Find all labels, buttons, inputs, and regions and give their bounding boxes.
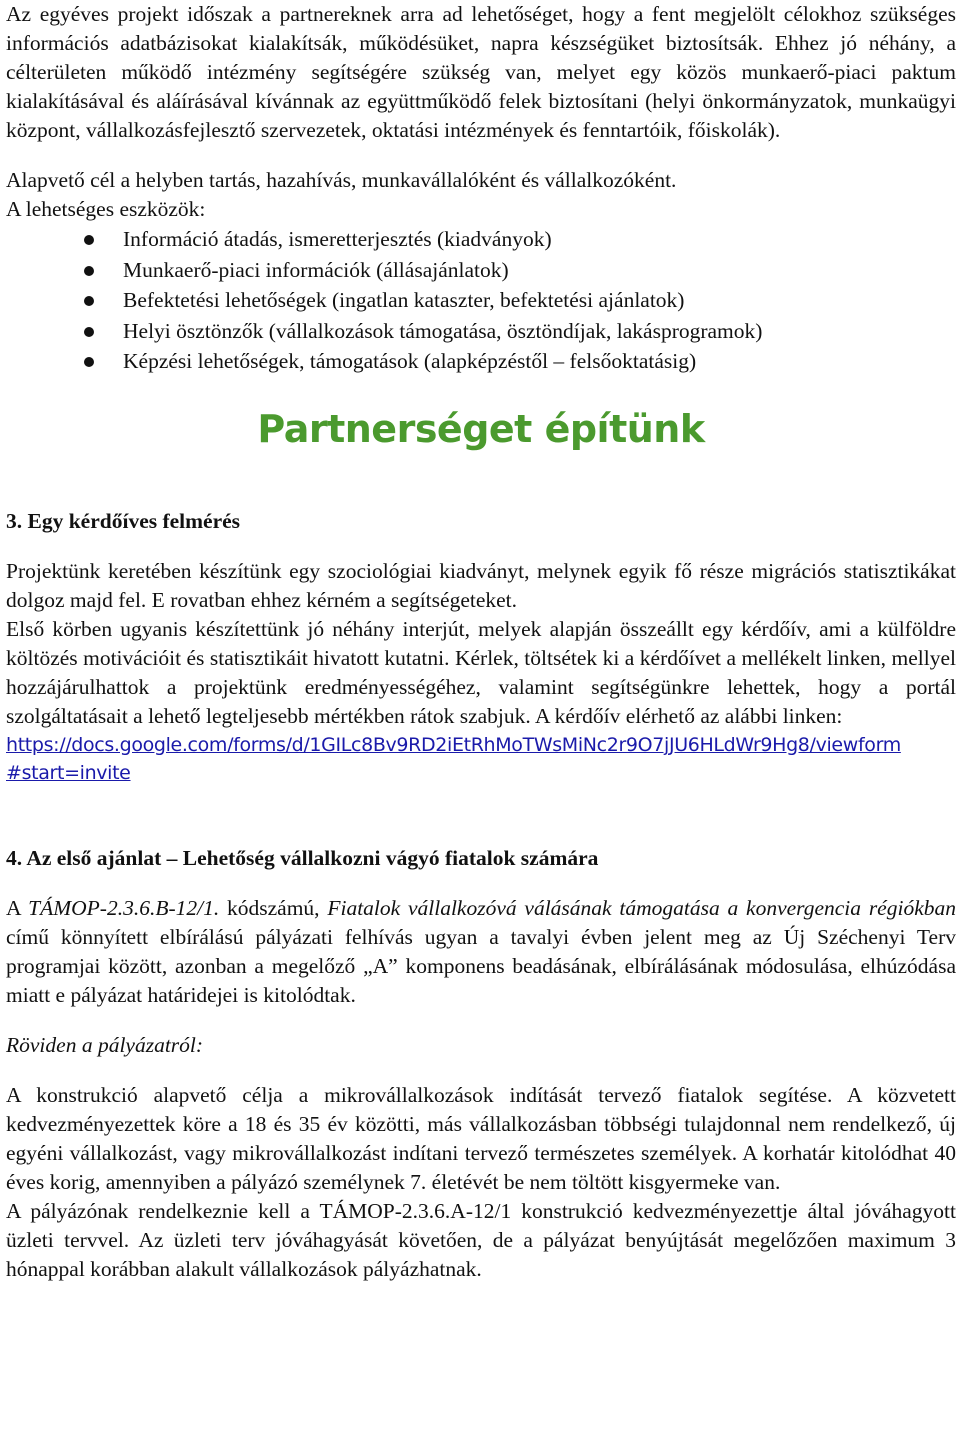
program-title: Fiatalok vállalkozóvá válásának támogatása a konvergencia régiókban [327,895,956,920]
bullet-icon [84,266,94,276]
survey-link[interactable] [6,731,956,787]
list-item: Képzési lehetőségek, támogatások (alapképzéstől – felsőoktatásig) [6,346,956,377]
document-page [6,0,956,1284]
bullet-icon [84,296,94,306]
list-item: Információ átadás, ismeretterjesztés (kiadványok) [6,224,956,255]
goal-sentence: Alapvető cél a helyben tartás, hazahívás, munkavállalóként és vállalkozóként. [6,168,677,192]
survey-link-line-2[interactable]: #start=invite [6,761,131,784]
bullet-icon [84,235,94,245]
tools-label: A lehetséges eszközök: [6,197,206,221]
section-4-subheading: Röviden a pályázatról: [6,1032,204,1057]
section-4-paragraph-3: A pályázónak rendelkeznie kell a TÁMOP-2.3.6.A-12/1 konstrukció kedvezményezettje által jóváhagyott üzleti tervvel. Az üzleti terv jóváhagyását követően, de a pályázat benyújtását megelőzően maximum 3 hónappal korábban alakult vállalkozások pályázhatnak. [6,1198,956,1281]
section-3-heading: 3. Egy kérdőíves felmérés [6,508,241,533]
survey-link-line-1[interactable]: https://docs.google.com/forms/d/1GILc8Bv9RD2iEtRhMoTWsMiNc2r9O7jJU6HLdWr9Hg8/viewform [6,733,901,756]
bullet-icon [84,357,94,367]
section-4-paragraph-2: A konstrukció alapvető célja a mikrovállalkozások indítását tervező fiatalok segítése. A közvetett kedvezményezettek köre a 18 és 35 év közötti, más vállalkozásban többségi tulajdonnal nem rendelkező, új egyéni vállalkozást, vagy mikrovállalkozást indítani tervező természetes személyek. A korhatár kitolódhat 40 éves korig, amennyiben a pályázó személynek 7. életévét be nem töltött kisgyermeke van. [6,1082,956,1194]
tools-list [6,224,956,377]
list-item: Munkaerő-piaci információk (állásajánlatok) [6,255,956,286]
section-4-paragraph-1: A TÁMOP-2.3.6.B-12/1. kódszámú, Fiatalok vállalkozóvá válásának támogatása a konvergencia régiókban című könnyített elbírálású pályázati felhívás ugyan a tavalyi évben jelent meg az Új Széchenyi Terv programjai között, azonban a megelőző „A” komponens beadásának, elbírálásának módosulása, elhúzódása miatt e pályázat határidejei is kitolódtak. [6,895,956,1007]
program-code: TÁMOP-2.3.6.B-12/1. [28,895,220,920]
partnership-banner: Partnerséget építünk [257,406,705,451]
list-item: Helyi ösztönzők (vállalkozások támogatása, ösztöndíjak, lakásprogramok) [6,316,956,347]
section-3-paragraph-1: Projektünk keretében készítünk egy szociológiai kiadványt, melynek egyik fő része migrációs statisztikákat dolgoz majd fel. E rovatban ehhez kérném a segítségeteket. [6,558,956,612]
list-item: Befektetési lehetőségek (ingatlan kataszter, befektetési ajánlatok) [6,285,956,316]
intro-paragraph: Az egyéves projekt időszak a partnereknek arra ad lehetőséget, hogy a fent megjelölt célokhoz szükséges információs adatbázisokat kialakítsák, működésüket, napra készségüket biztosítsák. Ehhez jó néhány, a célterületen működő intézmény segítségére szükség van, melyet egy közös munkaerő-piaci paktum kialakításával és aláírásával kívánnak az együttműködő felek biztosítani (helyi önkormányzatok, munkaügyi központ, vállalkozásfejlesztő szervezetek, oktatási intézmények és fenntartóik, főiskolák). [6,2,956,142]
section-4-heading: 4. Az első ajánlat – Lehetőség vállalkozni vágyó fiatalok számára [6,845,599,870]
section-3-paragraph-2: Első körben ugyanis készítettünk jó néhány interjút, melyek alapján összeállt egy kérdőív, ami a külföldre költözés motivációit és statisztikáit hivatott kutatni. Kérlek, töltsétek ki a kérdőívet a mellékelt linken, mellyel hozzájárulhattok a projektünk eredményességéhez, valamint segítségünkre lehettek, hogy a portál szolgáltatásait a lehető legteljesebb mértékben rátok szabjuk. A kérdőív elérhető az alábbi linken: [6,616,956,728]
bullet-icon [84,327,94,337]
